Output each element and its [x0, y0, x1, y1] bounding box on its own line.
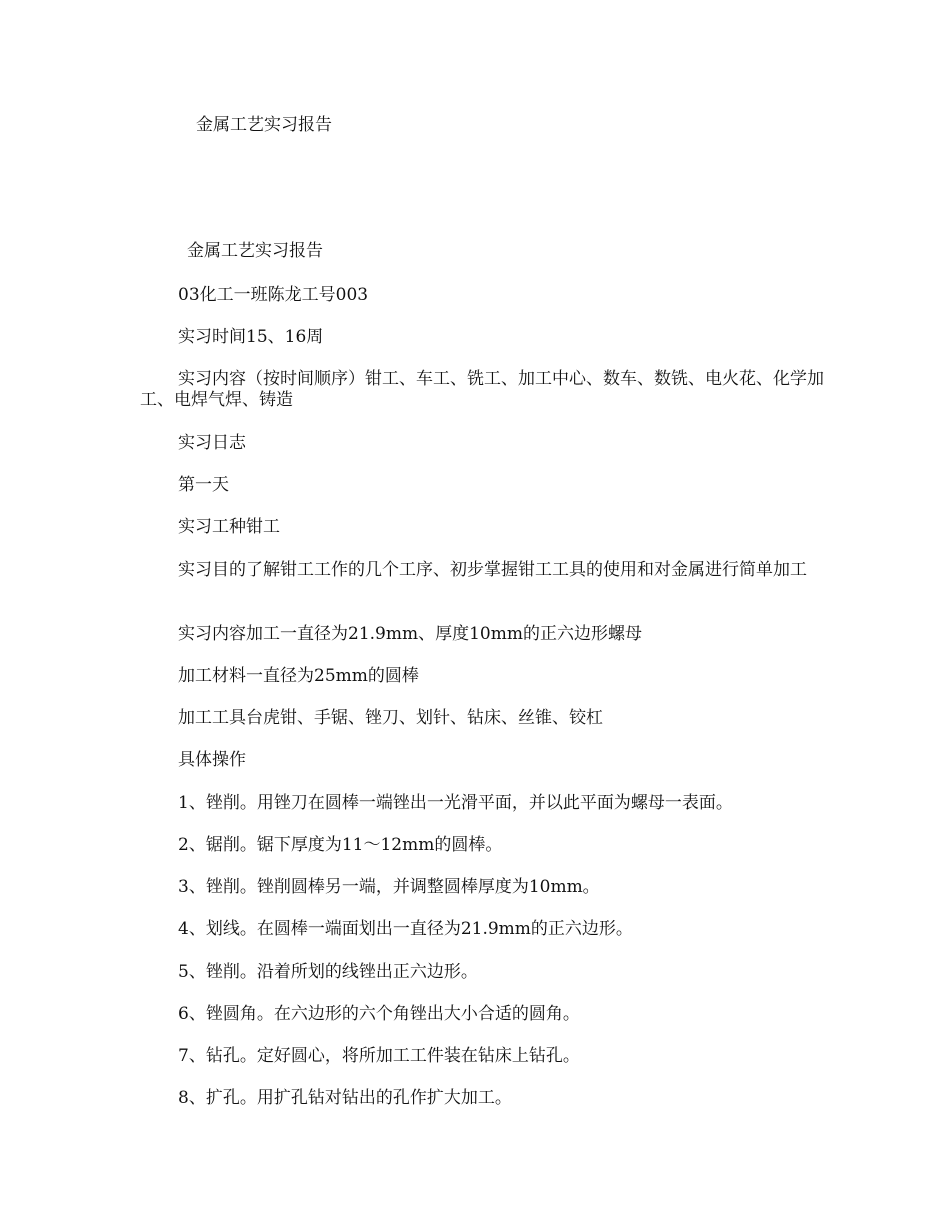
step-item: 8、扩孔。用扩孔钻对钻出的孔作扩大加工。: [178, 1088, 512, 1108]
period-line: 实习时间15、16周: [178, 327, 324, 347]
step-item: 3、锉削。锉削圆棒另一端，并调整圆棒厚度为10mm。: [178, 877, 600, 897]
content-summary-paragraph: 实习内容（按时间顺序）钳工、车工、铣工、加工中心、数车、数铣、电火花、化学加工、电焊气焊、铸造: [140, 369, 824, 410]
author-line: 03化工一班陈龙工号003: [178, 285, 369, 305]
step-item: 6、锉圆角。在六边形的六个角锉出大小合适的圆角。: [178, 1004, 580, 1024]
task-line: 实习内容加工一直径为21.9mm、厚度10mm的正六边形螺母: [178, 624, 642, 644]
purpose-paragraph: 实习目的了解钳工工作的几个工序、初步掌握钳工工具的使用和对金属进行简单加工: [178, 560, 807, 580]
work-type-line: 实习工种钳工: [178, 517, 280, 537]
steps-heading: 具体操作: [178, 750, 246, 770]
page-title: 金属工艺实习报告: [196, 115, 332, 135]
step-item: 2、锯削。锯下厚度为11～12mm的圆棒。: [178, 835, 503, 855]
day-label: 第一天: [178, 475, 229, 495]
tools-line: 加工工具台虎钳、手锯、锉刀、划针、钻床、丝锥、铰杠: [178, 708, 603, 728]
material-line: 加工材料一直径为25mm的圆棒: [178, 666, 419, 686]
step-item: 4、划线。在圆棒一端面划出一直径为21.9mm的正六边形。: [178, 919, 633, 939]
report-heading: 金属工艺实习报告: [187, 241, 323, 261]
step-item: 7、钻孔。定好圆心，将所加工工件装在钻床上钻孔。: [178, 1046, 580, 1066]
log-heading: 实习日志: [178, 433, 246, 453]
step-item: 1、锉削。用锉刀在圆棒一端锉出一光滑平面，并以此平面为螺母一表面。: [178, 793, 733, 813]
step-item: 5、锉削。沿着所划的线锉出正六边形。: [178, 962, 478, 982]
